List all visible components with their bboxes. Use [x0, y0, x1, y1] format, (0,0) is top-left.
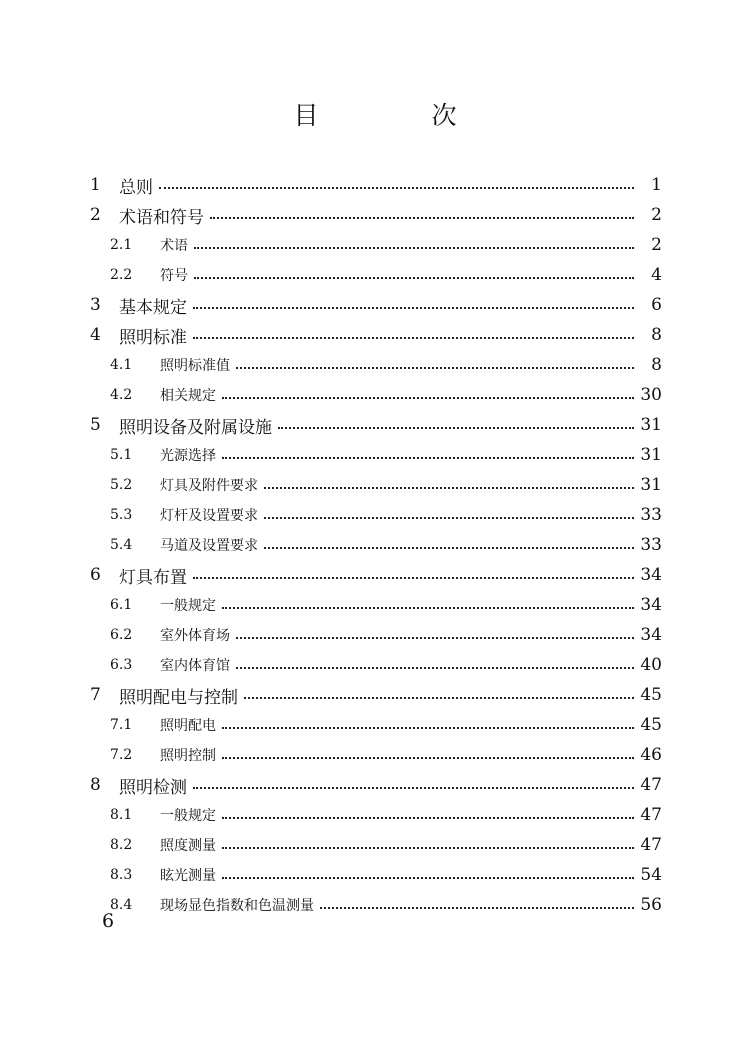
toc-section-row	[90, 530, 662, 560]
dot-leader	[222, 757, 634, 759]
toc-entry-label: 照明检测	[119, 777, 187, 798]
toc-section-row	[90, 620, 662, 650]
toc-section-row	[90, 800, 662, 830]
toc-entry-label: 照明标准值	[160, 358, 230, 374]
toc-entry-page: 45	[640, 685, 662, 705]
toc-entry-number: 5.1	[110, 447, 133, 463]
toc-entry-label: 基本规定	[119, 297, 187, 318]
dot-leader	[222, 847, 634, 849]
toc-entry-label: 现场显色指数和色温测量	[160, 898, 314, 914]
toc-entry-label: 照明标准	[119, 327, 187, 348]
toc-section-row	[90, 830, 662, 860]
toc-entry-page: 1	[651, 175, 662, 195]
toc-entry-page: 46	[640, 745, 662, 765]
dot-leader	[194, 247, 634, 249]
toc-entry-page: 56	[640, 895, 662, 915]
toc-entry-label: 室外体育场	[160, 628, 230, 644]
toc-entry-label: 总则	[119, 177, 153, 198]
dot-leader	[210, 217, 634, 219]
toc-section-row	[90, 890, 662, 920]
toc-entry-page: 47	[640, 775, 662, 795]
dot-leader	[222, 457, 634, 459]
toc-entry-number: 5	[90, 415, 101, 435]
toc-entry-page: 4	[651, 265, 662, 285]
toc-entry-page: 8	[651, 355, 662, 375]
toc-chapter-row	[90, 410, 662, 440]
toc-entry-page: 31	[640, 415, 662, 435]
toc-entry-number: 2	[90, 205, 101, 225]
toc-entry-label: 灯杆及设置要求	[160, 508, 258, 524]
toc-entry-number: 6.3	[110, 657, 133, 673]
toc-entry-number: 2.2	[110, 267, 133, 283]
dot-leader	[222, 607, 634, 609]
toc-entry-page: 33	[640, 535, 662, 555]
toc-section-row	[90, 350, 662, 380]
dot-leader	[159, 187, 634, 189]
toc-entry-page: 45	[640, 715, 662, 735]
toc-entry-number: 5.2	[110, 477, 133, 493]
dot-leader	[236, 667, 634, 669]
toc-entry-number: 3	[90, 295, 101, 315]
toc-section-row	[90, 590, 662, 620]
toc-chapter-row	[90, 320, 662, 350]
dot-leader	[193, 577, 634, 579]
toc-entry-label: 光源选择	[160, 448, 216, 464]
toc-entry-page: 40	[640, 655, 662, 675]
toc-entry-page: 2	[651, 205, 662, 225]
toc-entry-label: 室内体育馆	[160, 658, 230, 674]
toc-entry-label: 相关规定	[160, 388, 216, 404]
page-number: 6	[102, 910, 115, 932]
toc-entry-number: 4.1	[110, 357, 133, 373]
toc-entry-number: 5.3	[110, 507, 133, 523]
toc-entry-page: 34	[640, 565, 662, 585]
toc-entry-number: 7.2	[110, 747, 133, 763]
toc-entry-number: 4	[90, 325, 101, 345]
toc-entry-label: 符号	[160, 268, 188, 284]
toc-entry-label: 一般规定	[160, 808, 216, 824]
toc-section-row	[90, 710, 662, 740]
dot-leader	[236, 637, 634, 639]
page-title: 目 次	[293, 101, 501, 130]
toc-entry-page: 8	[651, 325, 662, 345]
dot-leader	[320, 907, 634, 909]
toc-entry-label: 灯具及附件要求	[160, 478, 258, 494]
table-of-contents	[90, 170, 662, 920]
toc-entry-number: 6.2	[110, 627, 133, 643]
toc-chapter-row	[90, 680, 662, 710]
toc-chapter-row	[90, 290, 662, 320]
dot-leader	[222, 877, 634, 879]
toc-entry-number: 8.3	[110, 867, 133, 883]
toc-chapter-row	[90, 200, 662, 230]
toc-section-row	[90, 380, 662, 410]
toc-entry-number: 7	[90, 685, 101, 705]
toc-section-row	[90, 440, 662, 470]
toc-entry-number: 4.2	[110, 387, 133, 403]
toc-section-row	[90, 860, 662, 890]
toc-entry-number: 8	[90, 775, 101, 795]
toc-entry-label: 术语	[160, 238, 188, 254]
toc-entry-page: 30	[640, 385, 662, 405]
toc-entry-page: 33	[640, 505, 662, 525]
toc-entry-label: 照明控制	[160, 748, 216, 764]
toc-entry-number: 8.4	[110, 897, 133, 913]
toc-section-row	[90, 740, 662, 770]
toc-entry-number: 1	[90, 175, 101, 195]
dot-leader	[236, 367, 634, 369]
toc-entry-number: 8.2	[110, 837, 133, 853]
dot-leader	[193, 787, 634, 789]
toc-entry-number: 6	[90, 565, 101, 585]
toc-entry-label: 照明配电	[160, 718, 216, 734]
toc-entry-label: 术语和符号	[119, 207, 204, 228]
toc-entry-label: 照明设备及附属设施	[119, 417, 272, 438]
toc-entry-page: 34	[640, 595, 662, 615]
toc-entry-label: 眩光测量	[160, 868, 216, 884]
dot-leader	[222, 727, 634, 729]
toc-entry-label: 一般规定	[160, 598, 216, 614]
dot-leader	[244, 697, 634, 699]
toc-section-row	[90, 500, 662, 530]
toc-entry-page: 31	[640, 445, 662, 465]
toc-entry-label: 照明配电与控制	[119, 687, 238, 708]
toc-entry-page: 31	[640, 475, 662, 495]
toc-section-row	[90, 230, 662, 260]
toc-entry-page: 47	[640, 805, 662, 825]
dot-leader	[264, 517, 634, 519]
toc-chapter-row	[90, 560, 662, 590]
toc-entry-page: 54	[640, 865, 662, 885]
dot-leader	[278, 427, 634, 429]
toc-entry-number: 8.1	[110, 807, 133, 823]
toc-entry-number: 2.1	[110, 237, 133, 253]
toc-entry-page: 6	[651, 295, 662, 315]
toc-entry-page: 2	[651, 235, 662, 255]
toc-chapter-row	[90, 170, 662, 200]
toc-entry-page: 34	[640, 625, 662, 645]
dot-leader	[193, 307, 634, 309]
toc-entry-label: 灯具布置	[119, 567, 187, 588]
toc-entry-label: 马道及设置要求	[160, 538, 258, 554]
dot-leader	[222, 817, 634, 819]
toc-entry-number: 7.1	[110, 717, 133, 733]
dot-leader	[264, 547, 634, 549]
toc-chapter-row	[90, 770, 662, 800]
dot-leader	[193, 337, 634, 339]
toc-section-row	[90, 650, 662, 680]
toc-section-row	[90, 470, 662, 500]
dot-leader	[222, 397, 634, 399]
dot-leader	[194, 277, 634, 279]
toc-entry-page: 47	[640, 835, 662, 855]
dot-leader	[264, 487, 634, 489]
toc-entry-number: 6.1	[110, 597, 133, 613]
toc-entry-label: 照度测量	[160, 838, 216, 854]
toc-section-row	[90, 260, 662, 290]
toc-entry-number: 5.4	[110, 537, 133, 553]
